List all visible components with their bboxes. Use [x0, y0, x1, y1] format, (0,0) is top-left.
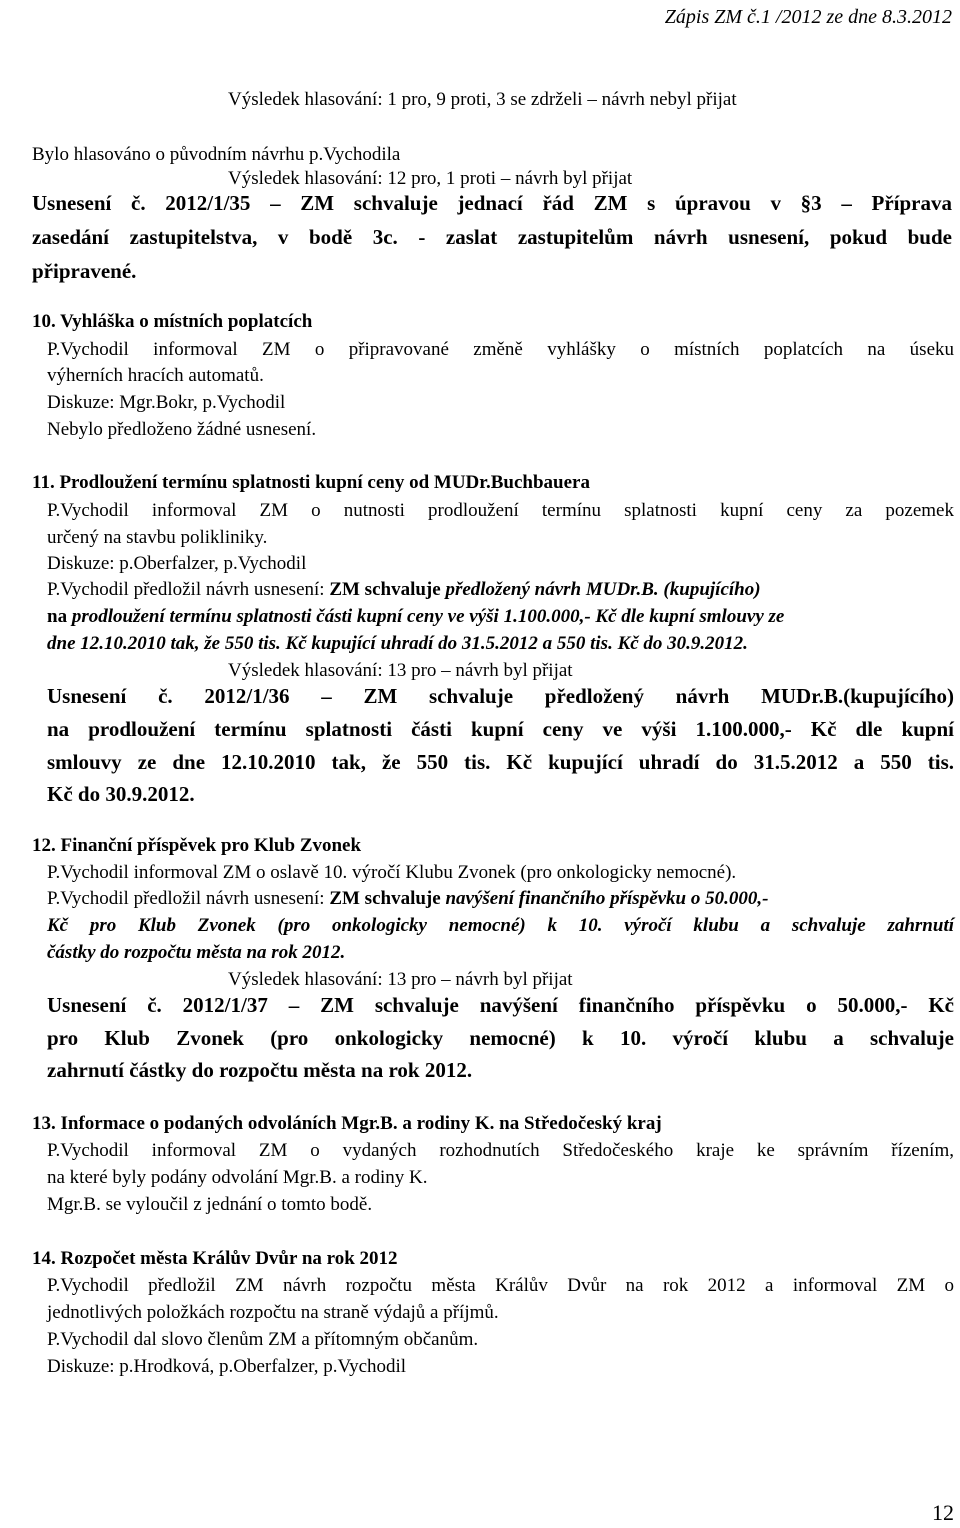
text-span: ZM schvaluje	[329, 579, 446, 600]
text-span: na	[47, 606, 72, 627]
text-span: ZM schvaluje	[329, 888, 446, 909]
vote-result: Výsledek hlasování: 13 pro – návrh byl přijat	[228, 660, 573, 681]
text-line: P.Vychodil informoval ZM o připravované změně vyhlášky o místních poplatcích na úseku	[47, 339, 954, 360]
text-span: prodloužení termínu splatnosti části kupní ceny ve výši 1.100.000,- Kč dle kupní smlouvy ze	[71, 606, 785, 627]
text-line: Nebylo předloženo žádné usnesení.	[47, 419, 317, 440]
text-line	[47, 886, 768, 912]
text-line	[47, 577, 761, 603]
vote-result: Výsledek hlasování: 1 pro, 9 proti, 3 se zdrželi – návrh nebyl přijat	[228, 89, 737, 110]
text-line	[47, 604, 784, 630]
text-line: dne 12.10.2010 tak, že 550 tis. Kč kupující uhradí do 31.5.2012 a 550 tis. Kč do 30.9.2012.	[47, 633, 748, 654]
section-heading: 14. Rozpočet města Králův Dvůr na rok 2012	[32, 1248, 398, 1269]
vote-result: Výsledek hlasování: 12 pro, 1 proti – návrh byl přijat	[228, 168, 633, 189]
section-heading: 10. Vyhláška o místních poplatcích	[32, 311, 313, 332]
text-line: Mgr.B. se vyloučil z jednání o tomto bodě.	[47, 1194, 373, 1215]
section-heading: 13. Informace o podaných odvoláních Mgr.B. a rodiny K. na Středočeský kraj	[32, 1113, 662, 1134]
section-heading: 12. Finanční příspěvek pro Klub Zvonek	[32, 835, 362, 856]
text-line: Kč pro Klub Zvonek (pro onkologicky nemocné) k 10. výročí klubu a schvaluje zahrnutí	[47, 915, 954, 936]
text-line: Bylo hlasováno o původním návrhu p.Vychodila	[32, 144, 401, 165]
text-span: P.Vychodil předložil návrh usnesení:	[47, 579, 330, 600]
text-span: navýšení finančního příspěvku o 50.000,-	[445, 888, 769, 909]
text-line: částky do rozpočtu města na rok 2012.	[47, 942, 346, 963]
text-span: předložený návrh MUDr.B. (kupujícího)	[445, 579, 761, 600]
resolution-line: pro Klub Zvonek (pro onkologicky nemocné) k 10. výročí klubu a schvaluje	[47, 1026, 954, 1050]
page-number: 12	[932, 1500, 954, 1525]
text-line: Diskuze: Mgr.Bokr, p.Vychodil	[47, 392, 286, 413]
resolution-line: na prodloužení termínu splatnosti části kupní ceny ve výši 1.100.000,- Kč dle kupní	[47, 717, 954, 741]
resolution-line: Usnesení č. 2012/1/36 – ZM schvaluje předložený návrh MUDr.B.(kupujícího)	[47, 684, 954, 708]
text-line: Diskuze: p.Hrodková, p.Oberfalzer, p.Vychodil	[47, 1356, 407, 1377]
resolution-line: zahrnutí částky do rozpočtu města na rok 2012.	[47, 1058, 473, 1082]
text-span: P.Vychodil předložil návrh usnesení:	[47, 888, 330, 909]
text-line: určený na stavbu polikliniky.	[47, 527, 268, 548]
text-line: P.Vychodil předložil ZM návrh rozpočtu města Králův Dvůr na rok 2012 a informoval ZM o	[47, 1275, 954, 1296]
text-line: P.Vychodil informoval ZM o oslavě 10. výročí Klubu Zvonek (pro onkologicky nemocné).	[47, 862, 737, 883]
text-line: výherních hracích automatů.	[47, 365, 264, 386]
resolution-line: připravené.	[32, 259, 137, 283]
resolution-line: Usnesení č. 2012/1/37 – ZM schvaluje navýšení finančního příspěvku o 50.000,- Kč	[47, 993, 954, 1017]
resolution-line: Kč do 30.9.2012.	[47, 782, 195, 806]
text-line: P.Vychodil informoval ZM o nutnosti prodloužení termínu splatnosti kupní ceny za pozemek	[47, 500, 954, 521]
text-line: P.Vychodil dal slovo členům ZM a přítomným občanům.	[47, 1329, 479, 1350]
resolution-line: smlouvy ze dne 12.10.2010 tak, že 550 tis. Kč kupující uhradí do 31.5.2012 a 550 tis.	[47, 750, 954, 774]
vote-result: Výsledek hlasování: 13 pro – návrh byl přijat	[228, 969, 573, 990]
text-line: jednotlivých položkách rozpočtu na straně výdajů a příjmů.	[47, 1302, 499, 1323]
text-line: na které byly podány odvolání Mgr.B. a rodiny K.	[47, 1167, 428, 1188]
page-header: Zápis ZM č.1 /2012 ze dne 8.3.2012	[664, 6, 952, 28]
section-heading: 11. Prodloužení termínu splatnosti kupní ceny od MUDr.Buchbauera	[32, 472, 590, 493]
text-line: Diskuze: p.Oberfalzer, p.Vychodil	[47, 553, 307, 574]
resolution-line: Usnesení č. 2012/1/35 – ZM schvaluje jednací řád ZM s úpravou v §3 – Příprava	[32, 191, 952, 215]
text-line: P.Vychodil informoval ZM o vydaných rozhodnutích Středočeského kraje ke správním řízením,	[47, 1140, 954, 1161]
resolution-line: zasedání zastupitelstva, v bodě 3c. - zaslat zastupitelům návrh usnesení, pokud bude	[32, 225, 952, 249]
